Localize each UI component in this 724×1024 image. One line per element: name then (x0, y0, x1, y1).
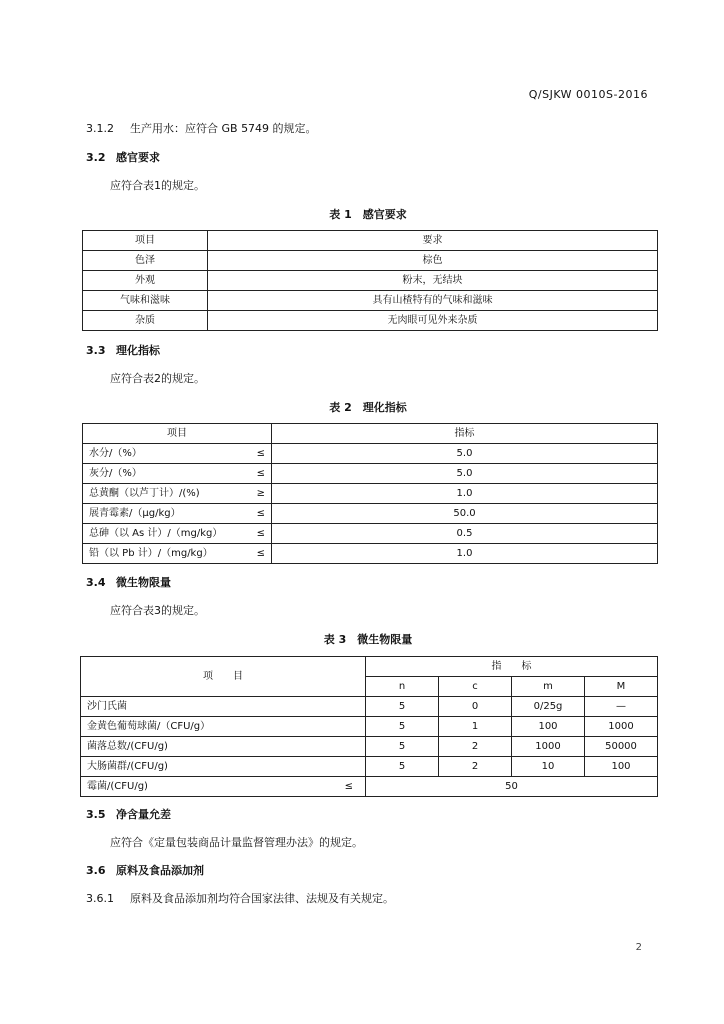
table-header-cell: 项目 (83, 424, 272, 444)
table-cell (83, 544, 272, 564)
table-row (83, 444, 658, 464)
table-cell: 0 (439, 697, 512, 717)
table-cell: 50000 (585, 737, 658, 757)
table-cell: 1000 (585, 717, 658, 737)
table-row (81, 777, 658, 797)
item-label: 水分/（%） (89, 448, 142, 459)
table-cell: 2 (439, 757, 512, 777)
table-cell: 杂质 (83, 311, 208, 331)
table-cell: 菌落总数/(CFU/g) (81, 737, 366, 757)
table-cell: 棕色 (208, 251, 658, 271)
table-row (83, 484, 658, 504)
table-header-cell: 指 标 (366, 657, 658, 677)
comparison-symbol: ≤ (256, 468, 265, 479)
section-3-5-body: 应符合《定量包装商品计量监督管理办法》的规定。 (110, 836, 363, 849)
section-3-2-heading (86, 149, 160, 165)
table-cell: 50 (366, 777, 658, 797)
table-cell: 金黄色葡萄球菌/（CFU/g） (81, 717, 366, 737)
table-cell: 粉末，无结块 (208, 271, 658, 291)
table-row (83, 464, 658, 484)
table-cell (81, 777, 366, 797)
clause-3-6-1 (86, 890, 394, 906)
clause-number: 3.1.2 (86, 122, 114, 135)
section-number: 3.6 (86, 864, 106, 877)
item-label: 铅（以 Pb 计）/（mg/kg） (89, 548, 213, 559)
table-cell: 5.0 (272, 444, 658, 464)
section-title: 理化指标 (116, 344, 160, 357)
table-cell: 5 (366, 697, 439, 717)
table-cell: 2 (439, 737, 512, 757)
table-row (83, 271, 658, 291)
table-cell: 无肉眼可见外来杂质 (208, 311, 658, 331)
section-number: 3.5 (86, 808, 106, 821)
table-cell: 5 (366, 717, 439, 737)
table-cell: 100 (585, 757, 658, 777)
section-3-5-heading (86, 806, 171, 822)
table1 (82, 230, 658, 331)
table-cell (83, 484, 272, 504)
table-header-row (83, 231, 658, 251)
table-cell: 10 (512, 757, 585, 777)
comparison-symbol: ≤ (256, 548, 265, 559)
table-header-row (81, 657, 658, 677)
table-cell: 外观 (83, 271, 208, 291)
table-cell: 大肠菌群/(CFU/g) (81, 757, 366, 777)
table-cell: 1 (439, 717, 512, 737)
clause-text: 原料及食品添加剂均符合国家法律、法规及有关规定。 (130, 892, 394, 905)
section-3-4-body: 应符合表3的规定。 (110, 604, 205, 617)
table-cell: 具有山楂特有的气味和滋味 (208, 291, 658, 311)
table-header-cell: 要求 (208, 231, 658, 251)
table-row (83, 311, 658, 331)
table-row (83, 251, 658, 271)
table-cell: 沙门氏菌 (81, 697, 366, 717)
section-title: 感官要求 (116, 151, 160, 164)
table-cell: 1.0 (272, 484, 658, 504)
table-cell: 色泽 (83, 251, 208, 271)
table-row (83, 524, 658, 544)
section-3-2-body: 应符合表1的规定。 (110, 179, 205, 192)
table-cell (83, 504, 272, 524)
section-3-3-body: 应符合表2的规定。 (110, 372, 205, 385)
table-cell: 50.0 (272, 504, 658, 524)
table3 (80, 656, 658, 797)
document-code: Q/SJKW 0010S-2016 (528, 88, 648, 101)
table-row (81, 697, 658, 717)
table-cell: 100 (512, 717, 585, 737)
table-header-cell: 项目 (83, 231, 208, 251)
page-number: 2 (635, 942, 642, 953)
table-header-cell: c (439, 677, 512, 697)
table-header-cell: n (366, 677, 439, 697)
section-3-6-heading (86, 862, 204, 878)
comparison-symbol: ≤ (256, 528, 265, 539)
table-cell: 5 (366, 737, 439, 757)
table-cell: 1.0 (272, 544, 658, 564)
item-label: 总砷（以 As 计）/（mg/kg） (89, 528, 223, 539)
table-row (83, 291, 658, 311)
section-number: 3.4 (86, 576, 106, 589)
table-header-cell: 项 目 (81, 657, 366, 697)
section-title: 微生物限量 (116, 576, 171, 589)
table-row (81, 717, 658, 737)
clause-text: 生产用水：应符合 GB 5749 的规定。 (130, 122, 317, 135)
table-cell: 0.5 (272, 524, 658, 544)
table-cell: 5.0 (272, 464, 658, 484)
table-cell: 0/25g (512, 697, 585, 717)
table-cell (83, 524, 272, 544)
table-cell: 1000 (512, 737, 585, 757)
table1-caption: 表 1 感官要求 (329, 208, 407, 221)
table-header-cell: m (512, 677, 585, 697)
section-3-4-heading (86, 574, 171, 590)
comparison-symbol: ≤ (344, 781, 353, 792)
section-number: 3.3 (86, 344, 106, 357)
comparison-symbol: ≤ (256, 448, 265, 459)
table2 (82, 423, 658, 564)
clause-number: 3.6.1 (86, 892, 114, 905)
item-label: 展青霉素/（μg/kg） (89, 508, 181, 519)
section-title: 净含量允差 (116, 808, 171, 821)
table-cell: 5 (366, 757, 439, 777)
item-label: 灰分/（%） (89, 468, 142, 479)
table-row (81, 757, 658, 777)
section-title: 原料及食品添加剂 (116, 864, 204, 877)
table3-caption: 表 3 微生物限量 (323, 633, 413, 646)
table-row (81, 737, 658, 757)
table-cell (83, 464, 272, 484)
section-number: 3.2 (86, 151, 106, 164)
table-header-row (83, 424, 658, 444)
table2-caption: 表 2 理化指标 (329, 401, 407, 414)
item-label: 霉菌/(CFU/g) (87, 781, 148, 792)
table-cell: 气味和滋味 (83, 291, 208, 311)
clause-3-1-2 (86, 120, 317, 136)
table-header-cell: M (585, 677, 658, 697)
table-row (83, 544, 658, 564)
table-row (83, 504, 658, 524)
item-label: 总黄酮（以芦丁计）/(%) (89, 488, 200, 499)
table-cell: — (585, 697, 658, 717)
comparison-symbol: ≥ (256, 488, 265, 499)
table-cell (83, 444, 272, 464)
section-3-3-heading (86, 342, 160, 358)
comparison-symbol: ≤ (256, 508, 265, 519)
table-header-cell: 指标 (272, 424, 658, 444)
